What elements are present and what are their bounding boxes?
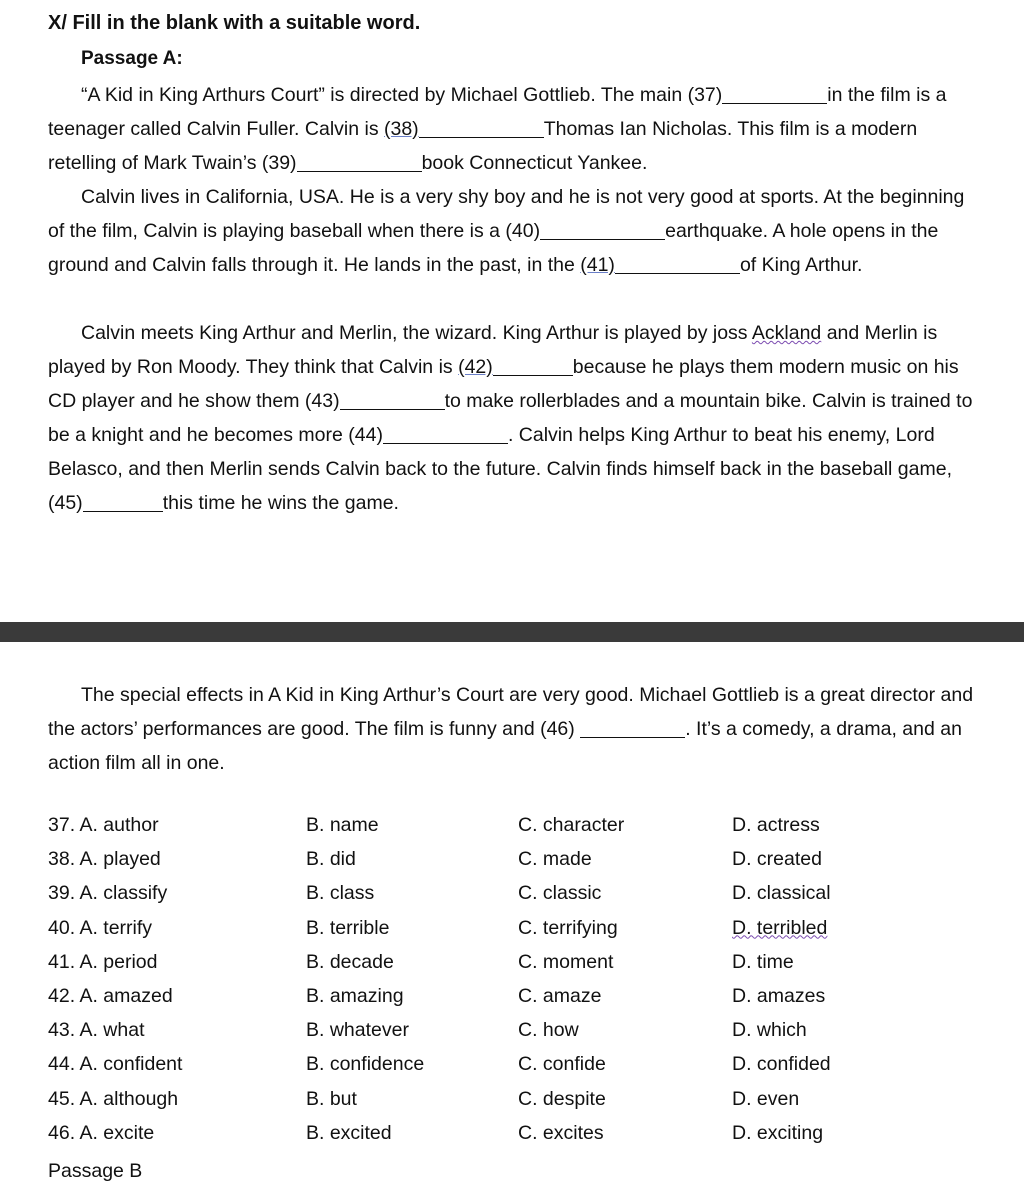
p1-text-2: in the film is a teenager called Calvin Fuller. Calvin is — [48, 84, 947, 140]
blank-43 — [340, 389, 445, 410]
option-45-a: 45. A. although — [48, 1087, 179, 1110]
option-45-b: B. but — [306, 1087, 357, 1110]
option-40-c: C. terrifying — [518, 916, 618, 939]
spellcheck-word-ackland: Ackland — [751, 322, 822, 344]
p1-text-1: “A Kid in King Arthurs Court” is directed by Michael Gottlieb. The main (37) — [81, 84, 723, 106]
answer-options — [48, 814, 998, 1156]
paragraph-1 — [48, 78, 978, 180]
p3-text-4: to make rollerblades and a mountain bike. Calvin is trained to be a knight and he becomes more (44) — [48, 390, 973, 446]
option-39-b: B. class — [306, 882, 375, 905]
option-38-c: C. made — [518, 848, 592, 871]
option-41-c: C. moment — [518, 950, 614, 973]
option-row-43 — [48, 1019, 998, 1053]
p3-text-6: this time he wins the game. — [162, 492, 399, 514]
blank-number-42: (42) — [458, 356, 493, 378]
p3-text-3: because he plays them modern music on his CD player and he show them (43) — [48, 356, 959, 412]
option-38-a: 38. A. played — [48, 848, 161, 871]
blank-45 — [83, 491, 163, 512]
option-37-b: B. name — [306, 814, 379, 836]
passage-label: Passage A: — [81, 48, 183, 69]
option-45-c: C. despite — [518, 1087, 606, 1110]
p3-text-1: Calvin meets King Arthur and Merlin, the wizard. King Arthur is played by joss — [81, 322, 752, 344]
option-43-d: D. which — [732, 1019, 807, 1042]
option-46-a: 46. A. excite — [48, 1121, 155, 1144]
cut-off-next-passage-label: Passage B — [48, 1160, 143, 1182]
option-37-a: 37. A. author — [48, 814, 159, 836]
paragraph-4 — [48, 678, 978, 780]
option-44-c: C. confide — [518, 1053, 606, 1076]
option-46-b: B. excited — [306, 1121, 392, 1144]
blank-37 — [722, 83, 827, 104]
option-42-d: D. amazes — [732, 984, 826, 1007]
exercise-heading: X/ Fill in the blank with a suitable word. — [48, 12, 421, 34]
option-row-37 — [48, 814, 998, 848]
option-row-41 — [48, 951, 998, 985]
option-37-c: C. character — [518, 814, 625, 836]
option-row-45 — [48, 1088, 998, 1122]
blank-42 — [493, 355, 573, 376]
option-39-a: 39. A. classify — [48, 882, 168, 905]
p1-text-3: Thomas Ian Nicholas. This film is a modern retelling of Mark Twain’s (39) — [48, 118, 918, 174]
option-45-d: D. even — [732, 1087, 800, 1110]
option-42-a: 42. A. amazed — [48, 984, 173, 1007]
p4-text-1: The special effects in A Kid in King Arthur’s Court are very good. Michael Gottlieb is a great director and the actors’ performances are good. The film is funny and (46) — [48, 684, 974, 740]
blank-40 — [540, 219, 665, 240]
option-43-c: C. how — [518, 1019, 579, 1042]
option-37-d: D. actress — [732, 814, 820, 836]
option-38-b: B. did — [306, 848, 356, 871]
option-row-44 — [48, 1053, 998, 1087]
option-44-a: 44. A. confident — [48, 1053, 183, 1076]
option-row-38 — [48, 848, 998, 882]
p2-text-2: earthquake. A hole opens in the ground and Calvin falls through it. He lands in the past, in the — [48, 220, 939, 276]
option-39-c: C. classic — [518, 882, 602, 905]
option-44-b: B. confidence — [306, 1053, 425, 1076]
blank-number-38: (38) — [384, 118, 419, 140]
option-41-a: 41. A. period — [48, 950, 158, 973]
option-40-d: D. terribled — [732, 916, 828, 939]
blank-39 — [297, 151, 422, 172]
p3-text-2: and Merlin is played by Ron Moody. They think that Calvin is — [48, 322, 938, 378]
option-row-46 — [48, 1122, 998, 1156]
option-row-42 — [48, 985, 998, 1019]
blank-38 — [419, 117, 544, 138]
p1-text-4: book Connecticut Yankee. — [421, 152, 648, 174]
option-40-a: 40. A. terrify — [48, 916, 153, 939]
option-40-b: B. terrible — [306, 916, 390, 939]
option-row-40 — [48, 917, 998, 951]
option-41-b: B. decade — [306, 950, 394, 973]
option-44-d: D. confided — [732, 1053, 831, 1076]
blank-46 — [580, 717, 685, 738]
blank-number-41: (41) — [580, 254, 615, 276]
blank-41 — [615, 253, 740, 274]
option-42-b: B. amazing — [306, 984, 404, 1007]
p2-text-1: Calvin lives in California, USA. He is a very shy boy and he is not very good at sports. At the beginning of the film, Calvin is playing baseball when there is a (40) — [48, 186, 965, 242]
p3-text-5: . Calvin helps King Arthur to beat his enemy, Lord Belasco, and then Merlin sends Calvin back to the future. Calvin finds himself back in the baseball game, (45) — [48, 424, 952, 514]
option-39-d: D. classical — [732, 882, 831, 905]
option-41-d: D. time — [732, 950, 794, 973]
paragraph-2 — [48, 180, 978, 282]
p2-text-3: of King Arthur. — [739, 254, 863, 276]
option-46-c: C. excites — [518, 1121, 604, 1144]
option-43-a: 43. A. what — [48, 1019, 145, 1042]
option-42-c: C. amaze — [518, 984, 602, 1007]
option-38-d: D. created — [732, 848, 822, 871]
blank-44 — [383, 423, 508, 444]
option-46-d: D. exciting — [732, 1121, 824, 1144]
option-row-39 — [48, 882, 998, 916]
paragraph-3 — [48, 316, 978, 520]
p4-text-2: . It’s a comedy, a drama, and an action film all in one. — [48, 718, 962, 774]
option-43-b: B. whatever — [306, 1019, 409, 1042]
page-divider — [0, 622, 1024, 642]
